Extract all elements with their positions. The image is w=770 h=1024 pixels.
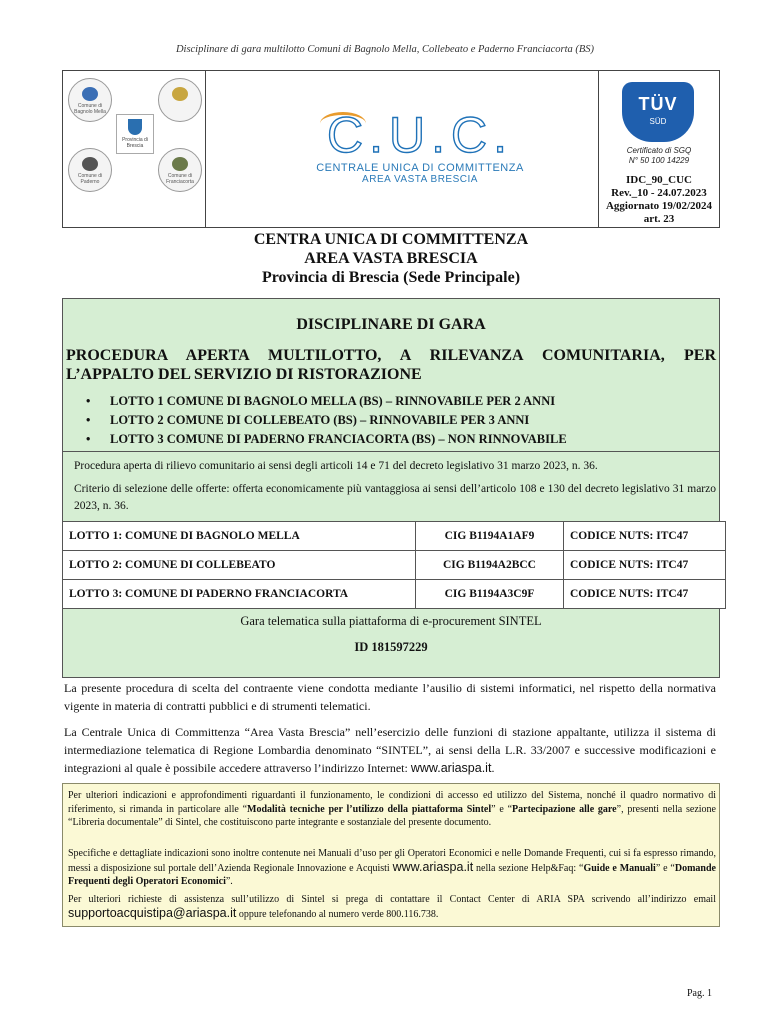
comune-collebeato-logo: [158, 78, 202, 122]
selection-criterion: Criterio di selezione delle offerte: offerta economicamente più vantaggiosa ai sensi dell’articolo 108 e 130 del decreto legislativo 31 marzo 2023, n. 36.: [74, 483, 716, 512]
sintel-paragraph: La Centrale Unica di Committenza “Area Vasta Brescia” nell’esercizio delle funzioni di stazione appaltante, utilizza il sistema di intermediazione telematica di Regione Lombardia denominato “SINTEL”, ai sensi della L.R. 33/2007 e successive modificazioni e integrazioni al quale è possibile accedere attraverso l’indirizzo Internet: www.ariaspa.it.: [64, 725, 716, 775]
certification-text: Certificato di SGQ N° 50 100 14229: [626, 146, 692, 165]
list-item: • LOTTO 2 COMUNE DI COLLEBEATO (BS) – RINNOVABILE PER 3 ANNI: [66, 411, 716, 430]
procedure-note: Procedura aperta di rilievo comunitario ai sensi degli articoli 14 e 71 del decreto legislativo 31 marzo 2023, n. 36.: [74, 460, 598, 472]
cig-cell: CIG B1194A1AF9: [416, 522, 564, 551]
comune-franciacorta-logo: Comune di Franciacorta: [158, 148, 202, 192]
lotto-cell: LOTTO 3: COMUNE DI PADERNO FRANCIACORTA: [63, 580, 416, 609]
divider: [62, 451, 720, 452]
table-row: [63, 551, 726, 580]
ariaspa-link[interactable]: www.ariaspa.it: [392, 859, 474, 874]
cig-table: [62, 521, 726, 609]
cuc-line1: CENTRALE UNICA DI COMMITTENZA: [316, 162, 524, 174]
nuts-cell: CODICE NUTS: ITC47: [564, 580, 726, 609]
procedure-title: PROCEDURA APERTA MULTILOTTO, A RILEVANZA COMUNITARIA, PER L’APPALTO DEL SERVIZIO DI RISTORAZIONE: [66, 347, 716, 383]
list-item: • LOTTO 3 COMUNE DI PADERNO FRANCIACORTA (BS) – NON RINNOVABILE: [66, 430, 716, 449]
intro-paragraph: La presente procedura di scelta del contraente viene condotta mediante l’ausilio di sistemi informatici, nel rispetto della normativa vigente in materia di contratti pubblici e di strumenti telematici.: [64, 681, 716, 713]
provincia-brescia-crest: Provincia di Brescia: [116, 114, 154, 154]
page-title: CENTRA UNICA DI COMMITTENZA AREA VASTA BRESCIA Provincia di Brescia (Sede Principale): [253, 231, 529, 286]
document-revision: IDC_90_CUC Rev._10 - 24.07.2023 Aggiornato 19/02/2024 art. 23: [605, 174, 713, 225]
nuts-cell: CODICE NUTS: ITC47: [564, 551, 726, 580]
support-email-link[interactable]: supportoacquistipa@ariaspa.it: [68, 905, 237, 920]
cig-cell: CIG B1194A2BCC: [416, 551, 564, 580]
comune-bagnolo-mella-logo: Comune di Bagnolo Mella: [68, 78, 112, 122]
cuc-logo: [290, 107, 550, 185]
nuts-cell: CODICE NUTS: ITC47: [564, 522, 726, 551]
cig-cell: CIG B1194A3C9F: [416, 580, 564, 609]
ariaspa-link[interactable]: www.ariaspa.it: [410, 761, 492, 775]
table-row: [63, 580, 726, 609]
info-paragraph-3: Per ulteriori richieste di assistenza sull’utilizzo di Sintel si prega di contattare il Contact Center di ARIA SPA scrivendo all’indirizzo email supportoacquistipa@ariaspa.it oppure telefonando al numero verde 800.116.738.: [68, 894, 716, 920]
cuc-line2: AREA VASTA BRESCIA: [362, 174, 478, 185]
page-number: Pag. 1: [687, 988, 712, 999]
lotti-list: [66, 392, 716, 449]
info-paragraph-2: Specifiche e dettagliate indicazioni sono inoltre contenute nei Manuali d’uso per gli Operatori Economici e nelle Domande Frequenti, cui si fa espresso rimando, messi a disposizione sul portale dell’Azienda Regionale Innovazione e Acquisti www.ariaspa.it nella sezione Help&Faq: “Guide e Manuali” e “Domande Frequenti degli Operatori Economici”.: [68, 848, 716, 887]
lotto-cell: LOTTO 1: COMUNE DI BAGNOLO MELLA: [63, 522, 416, 551]
tuv-badge-icon: TÜV SÜD: [622, 82, 694, 142]
cuc-mark: C.U.C.: [327, 107, 513, 163]
sintel-id: ID 181597229: [354, 640, 428, 654]
comune-ospitaletto-logo: Comune di Paderno: [68, 148, 112, 192]
municipal-logos: [62, 70, 206, 228]
table-row: [63, 522, 726, 551]
list-item: • LOTTO 1 COMUNE DI BAGNOLO MELLA (BS) – RINNOVABILE PER 2 ANNI: [66, 392, 716, 411]
info-paragraph-1: Per ulteriori indicazioni e approfondimenti riguardanti il funzionamento, le condizioni di accesso ed utilizzo del Sistema, nonché il quadro normativo di riferimento, si rimanda in particolare alle “Modalità tecniche per l’utilizzo della piattaforma Sintel” e “Partecipazione alle gare”, presenti nella sezione “Libreria documentale” di Sintel, che costituiscono parte integrante e sostanziale del presente documento.: [68, 790, 716, 828]
running-header: Disciplinare di gara multilotto Comuni di Bagnolo Mella, Collebeato e Paderno Franciacorta (BS): [175, 44, 595, 55]
lotto-cell: LOTTO 2: COMUNE DI COLLEBEATO: [63, 551, 416, 580]
disciplinare-heading: DISCIPLINARE DI GARA: [296, 316, 486, 333]
sintel-platform-line: Gara telematica sulla piattaforma di e-procurement SINTEL: [240, 614, 542, 628]
